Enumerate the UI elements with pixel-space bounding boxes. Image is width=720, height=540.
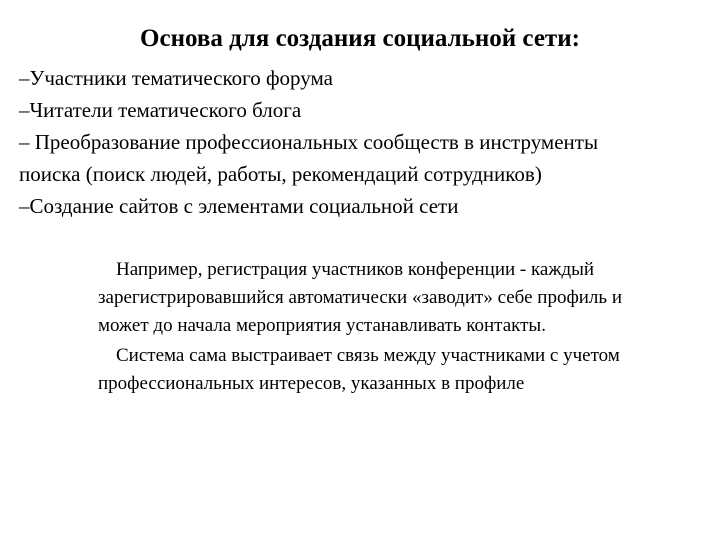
- paragraph-line: профессиональных интересов, указанных в профиле: [98, 373, 525, 394]
- paragraph-example: [98, 256, 714, 340]
- slide-title: Основа для создания социальной сети:: [140, 25, 580, 52]
- bullet-item: –Участники тематического форума: [19, 66, 333, 90]
- paragraph-line: зарегистрировавшийся автоматически «заводит» себе профиль и: [98, 287, 622, 308]
- example-paragraphs: [98, 256, 714, 398]
- bullet-item: – Преобразование профессиональных сообществ в инструменты: [19, 130, 599, 154]
- bullet-item: –Создание сайтов с элементами социальной сети: [19, 194, 459, 218]
- paragraph-line: Система сама выстраивает связь между участниками с учетом: [116, 345, 620, 366]
- bullet-item-continuation: поиска (поиск людей, работы, рекомендаций сотрудников): [19, 162, 542, 186]
- paragraph-system: [98, 342, 714, 398]
- paragraph-line: Например, регистрация участников конференции - каждый: [116, 259, 595, 280]
- paragraph-line: может до начала мероприятия устанавливать контакты.: [98, 315, 546, 336]
- bullet-list: [19, 62, 709, 222]
- bullet-item: –Читатели тематического блога: [19, 98, 302, 122]
